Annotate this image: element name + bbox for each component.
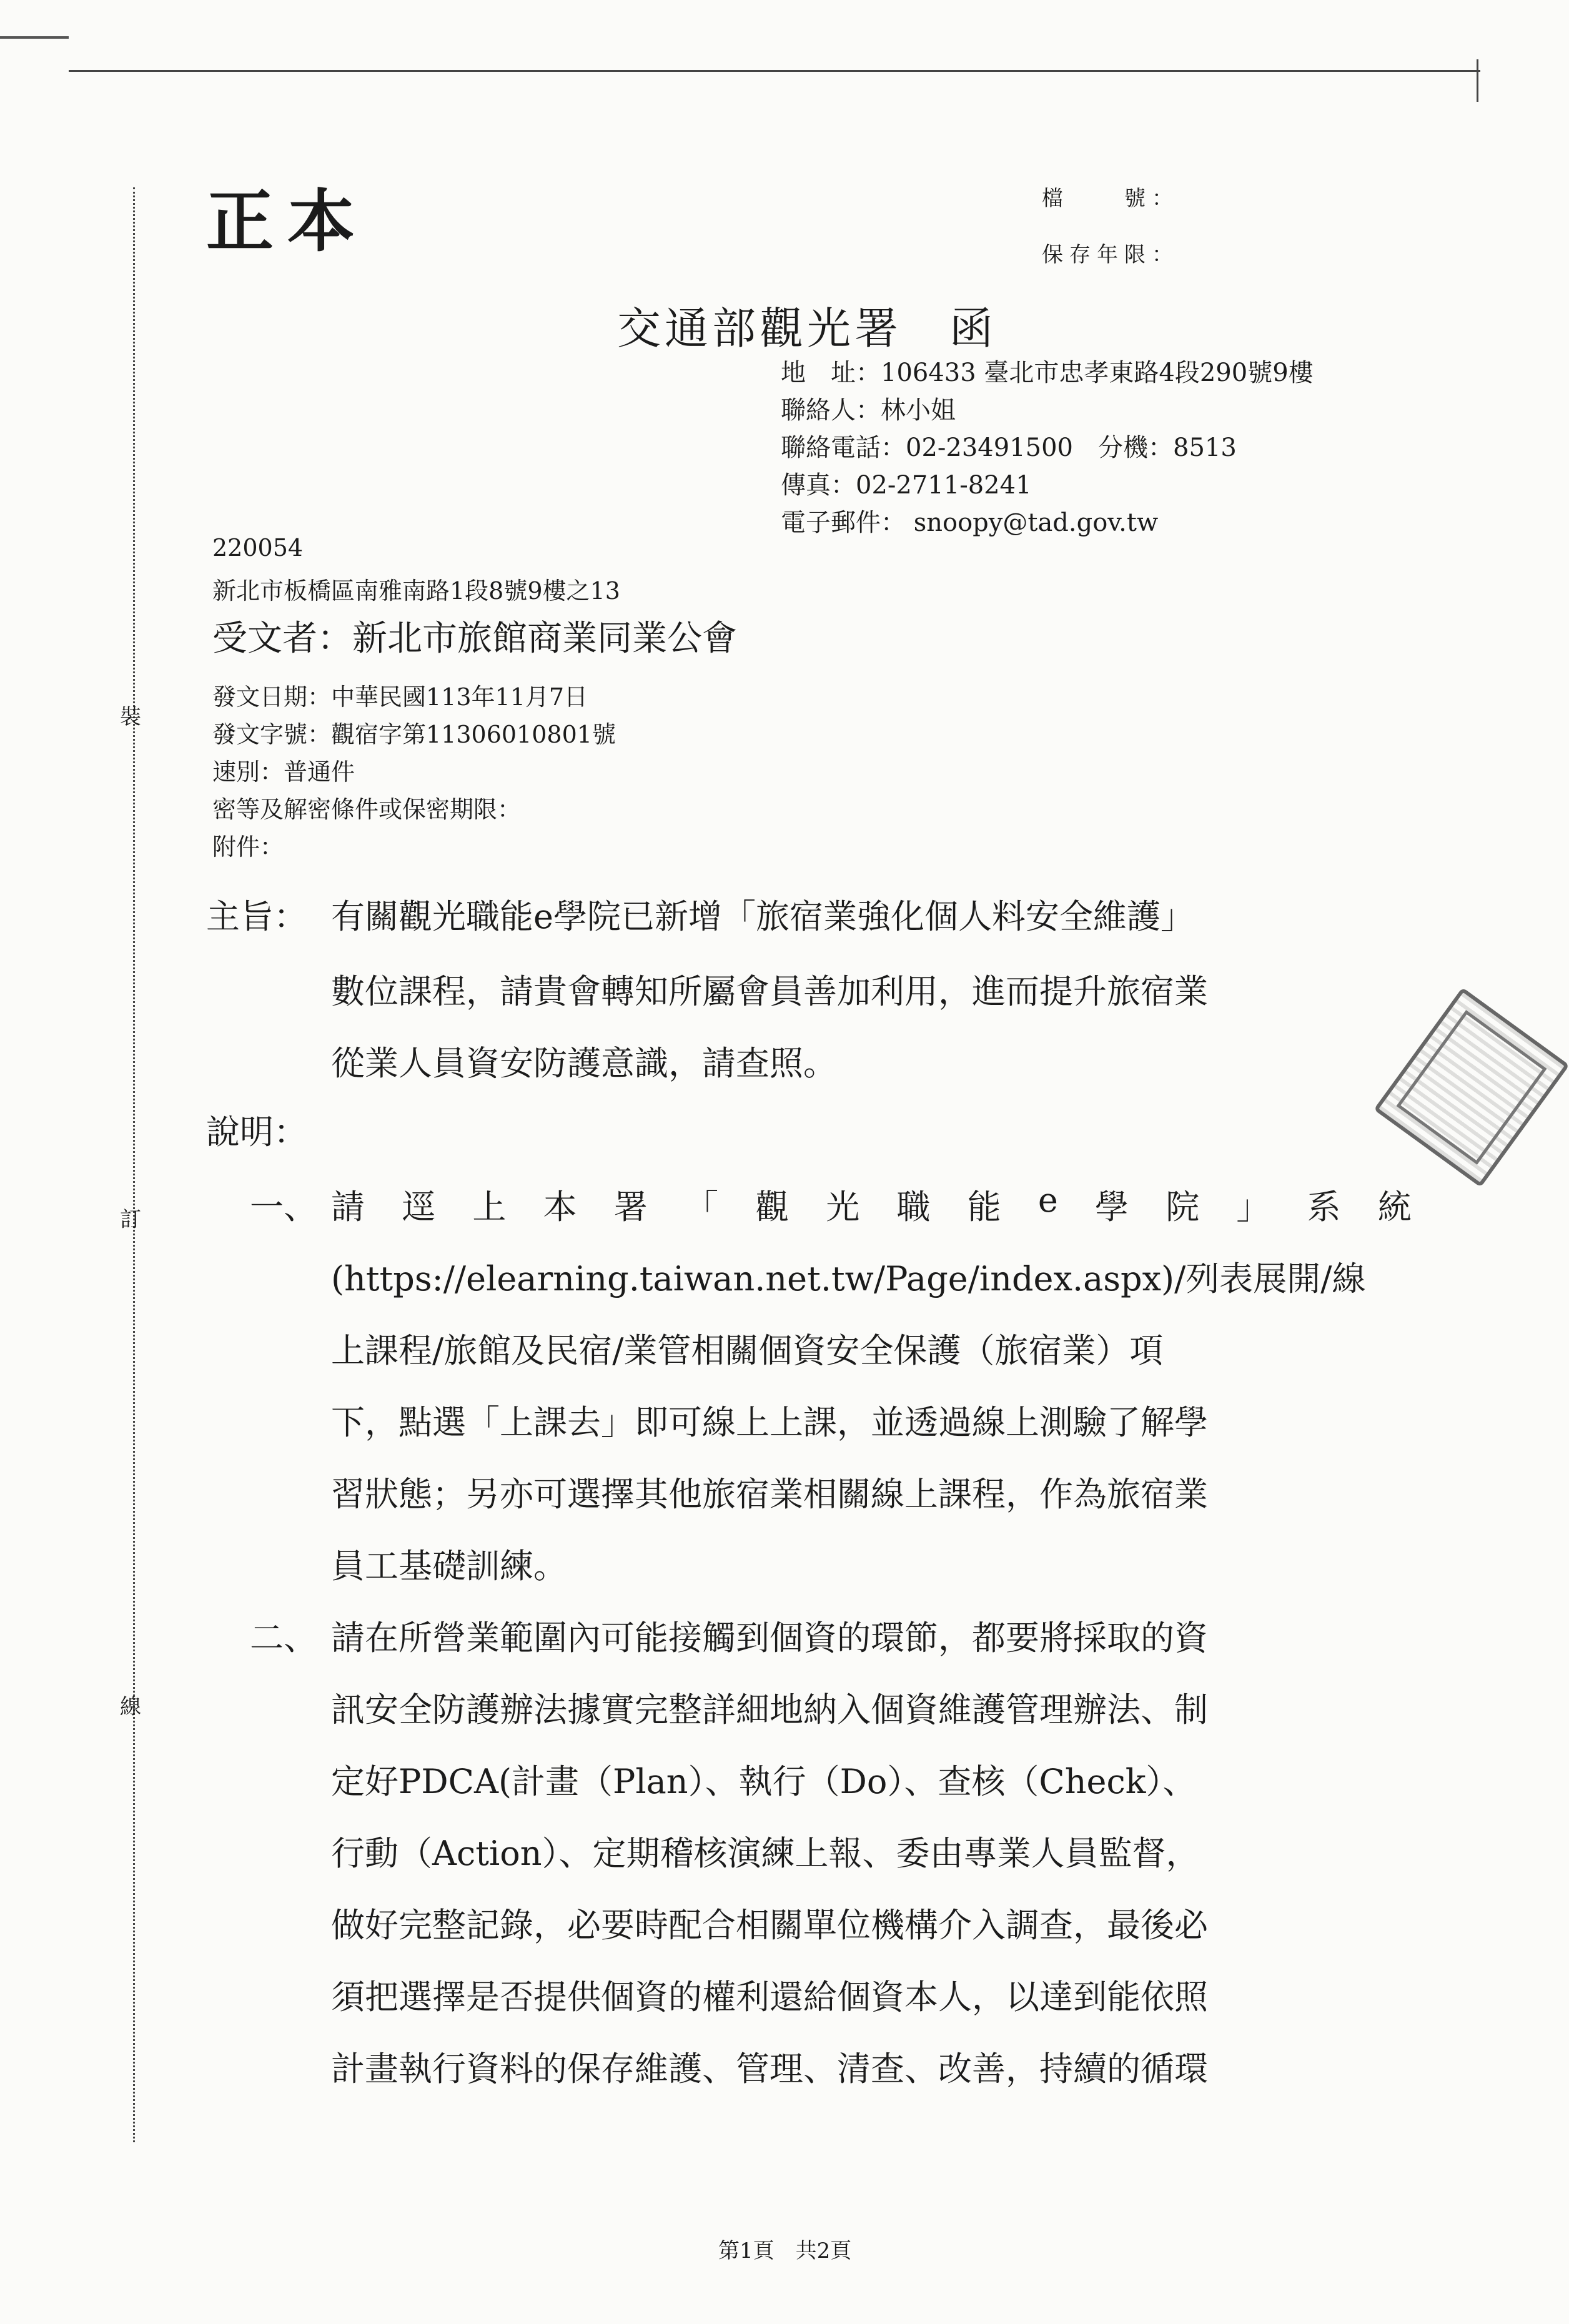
item1-first-line-char: 職	[896, 1187, 931, 1227]
recipient-postal-code: 220054	[212, 534, 304, 561]
received-stamp	[1373, 987, 1569, 1187]
item1-first-line-char: e	[1037, 1180, 1058, 1220]
item1-first-line	[331, 1180, 1412, 1229]
item1-line: 上課程/旅館及民宿/業管相關個資安全保護（旅宿業）項	[331, 1331, 1164, 1370]
item-marker: 一、	[250, 1187, 317, 1227]
sender-address: 地 址：106433 臺北市忠孝東路4段290號9樓	[781, 358, 1314, 387]
document-title: 交通部觀光署 函	[617, 303, 997, 354]
binding-char-ding: 訂	[120, 1207, 141, 1232]
issue-date: 發文日期：中華民國113年11月7日	[212, 683, 588, 711]
item1-line: 下，點選「上課去」即可線上上課，並透過線上測驗了解學	[331, 1403, 1208, 1442]
item1-first-line-char: 上	[472, 1187, 507, 1227]
item2-line: 行動（Action）、定期稽核演練上報、委由專業人員監督，	[331, 1834, 1200, 1873]
item1-line: (https://elearning.taiwan.net.tw/Page/index.aspx)/列表展開/線	[331, 1259, 1366, 1298]
subject-label: 主旨：	[206, 897, 307, 936]
item1-first-line-char: 」	[1236, 1187, 1270, 1227]
item1-first-line-char: 統	[1377, 1187, 1412, 1227]
item2-line: 做好完整記錄，必要時配合相關單位機構介入調查，最後必	[331, 1906, 1208, 1945]
item1-first-line-char: 院	[1166, 1187, 1200, 1227]
contact-fax: 傳真：02-2711-8241	[781, 471, 1032, 500]
document-number: 發文字號：觀宿字第11306010801號	[212, 721, 616, 748]
item1-first-line-char: 觀	[755, 1187, 789, 1227]
top-border-line	[69, 70, 1480, 72]
secrecy-level: 密等及解密條件或保密期限：	[212, 796, 522, 823]
item1-first-line-char: 逕	[402, 1187, 436, 1227]
recipient-address: 新北市板橋區南雅南路1段8號9樓之13	[212, 577, 620, 605]
item1-first-line-char: 光	[826, 1187, 860, 1227]
contact-email: 電子郵件： snoopy@tad.gov.tw	[781, 508, 1159, 537]
item2-line: 定好PDCA(計畫（Plan）、執行（Do）、查核（Check）、	[331, 1762, 1197, 1801]
item1-first-line-char: 系	[1307, 1187, 1341, 1227]
contact-phone: 聯絡電話：02-23491500 分機：8513	[781, 433, 1237, 462]
subject-line: 數位課程，請貴會轉知所屬會員善加利用，進而提升旅宿業	[331, 972, 1208, 1011]
item1-first-line-char: 請	[331, 1187, 365, 1227]
item2-line: 計畫執行資料的保存維護、管理、清查、改善，持續的循環	[331, 2049, 1208, 2089]
speed-class: 速別：普通件	[212, 758, 355, 786]
subject-line: 有關觀光職能e學院已新增「旅宿業強化個人料安全維護」	[331, 897, 1194, 936]
copy-mark: 正本	[206, 182, 369, 261]
item1-line: 習狀態；另亦可選擇其他旅宿業相關線上課程，作為旅宿業	[331, 1475, 1208, 1514]
page-number: 第1頁 共2頁	[718, 2238, 852, 2263]
item1-first-line-char: 署	[613, 1187, 648, 1227]
item2-line: 須把選擇是否提供個資的權利還給個資本人，以達到能依照	[331, 1977, 1208, 2017]
retention-label: 保存年限：	[1042, 242, 1179, 267]
binding-line	[133, 187, 135, 2142]
item1-first-line-char: 本	[543, 1187, 577, 1227]
contact-person: 聯絡人：林小姐	[781, 396, 956, 425]
item2-line: 訊安全防護辦法據實完整詳細地納入個資維護管理辦法、制	[331, 1690, 1208, 1729]
item1-first-line-char: 「	[684, 1187, 718, 1227]
item-marker: 二、	[250, 1618, 317, 1658]
subject-line: 從業人員資安防護意識，請查照。	[331, 1044, 837, 1083]
attachment: 附件：	[212, 833, 284, 861]
top-border-tick	[1477, 59, 1478, 102]
recipient-name: 受文者：新北市旅館商業同業公會	[212, 618, 737, 659]
item2-line: 請在所營業範圍內可能接觸到個資的環節，都要將採取的資	[331, 1618, 1208, 1658]
file-number-label: 檔 號：	[1042, 186, 1179, 211]
item1-line: 員工基礎訓練。	[331, 1546, 567, 1586]
corner-mark	[0, 36, 69, 39]
item1-first-line-char: 學	[1095, 1187, 1129, 1227]
explanation-label: 說明：	[206, 1112, 307, 1152]
item1-first-line-char: 能	[967, 1187, 1001, 1227]
binding-char-xian: 線	[120, 1694, 141, 1719]
binding-char-zhuang: 裝	[120, 705, 141, 729]
